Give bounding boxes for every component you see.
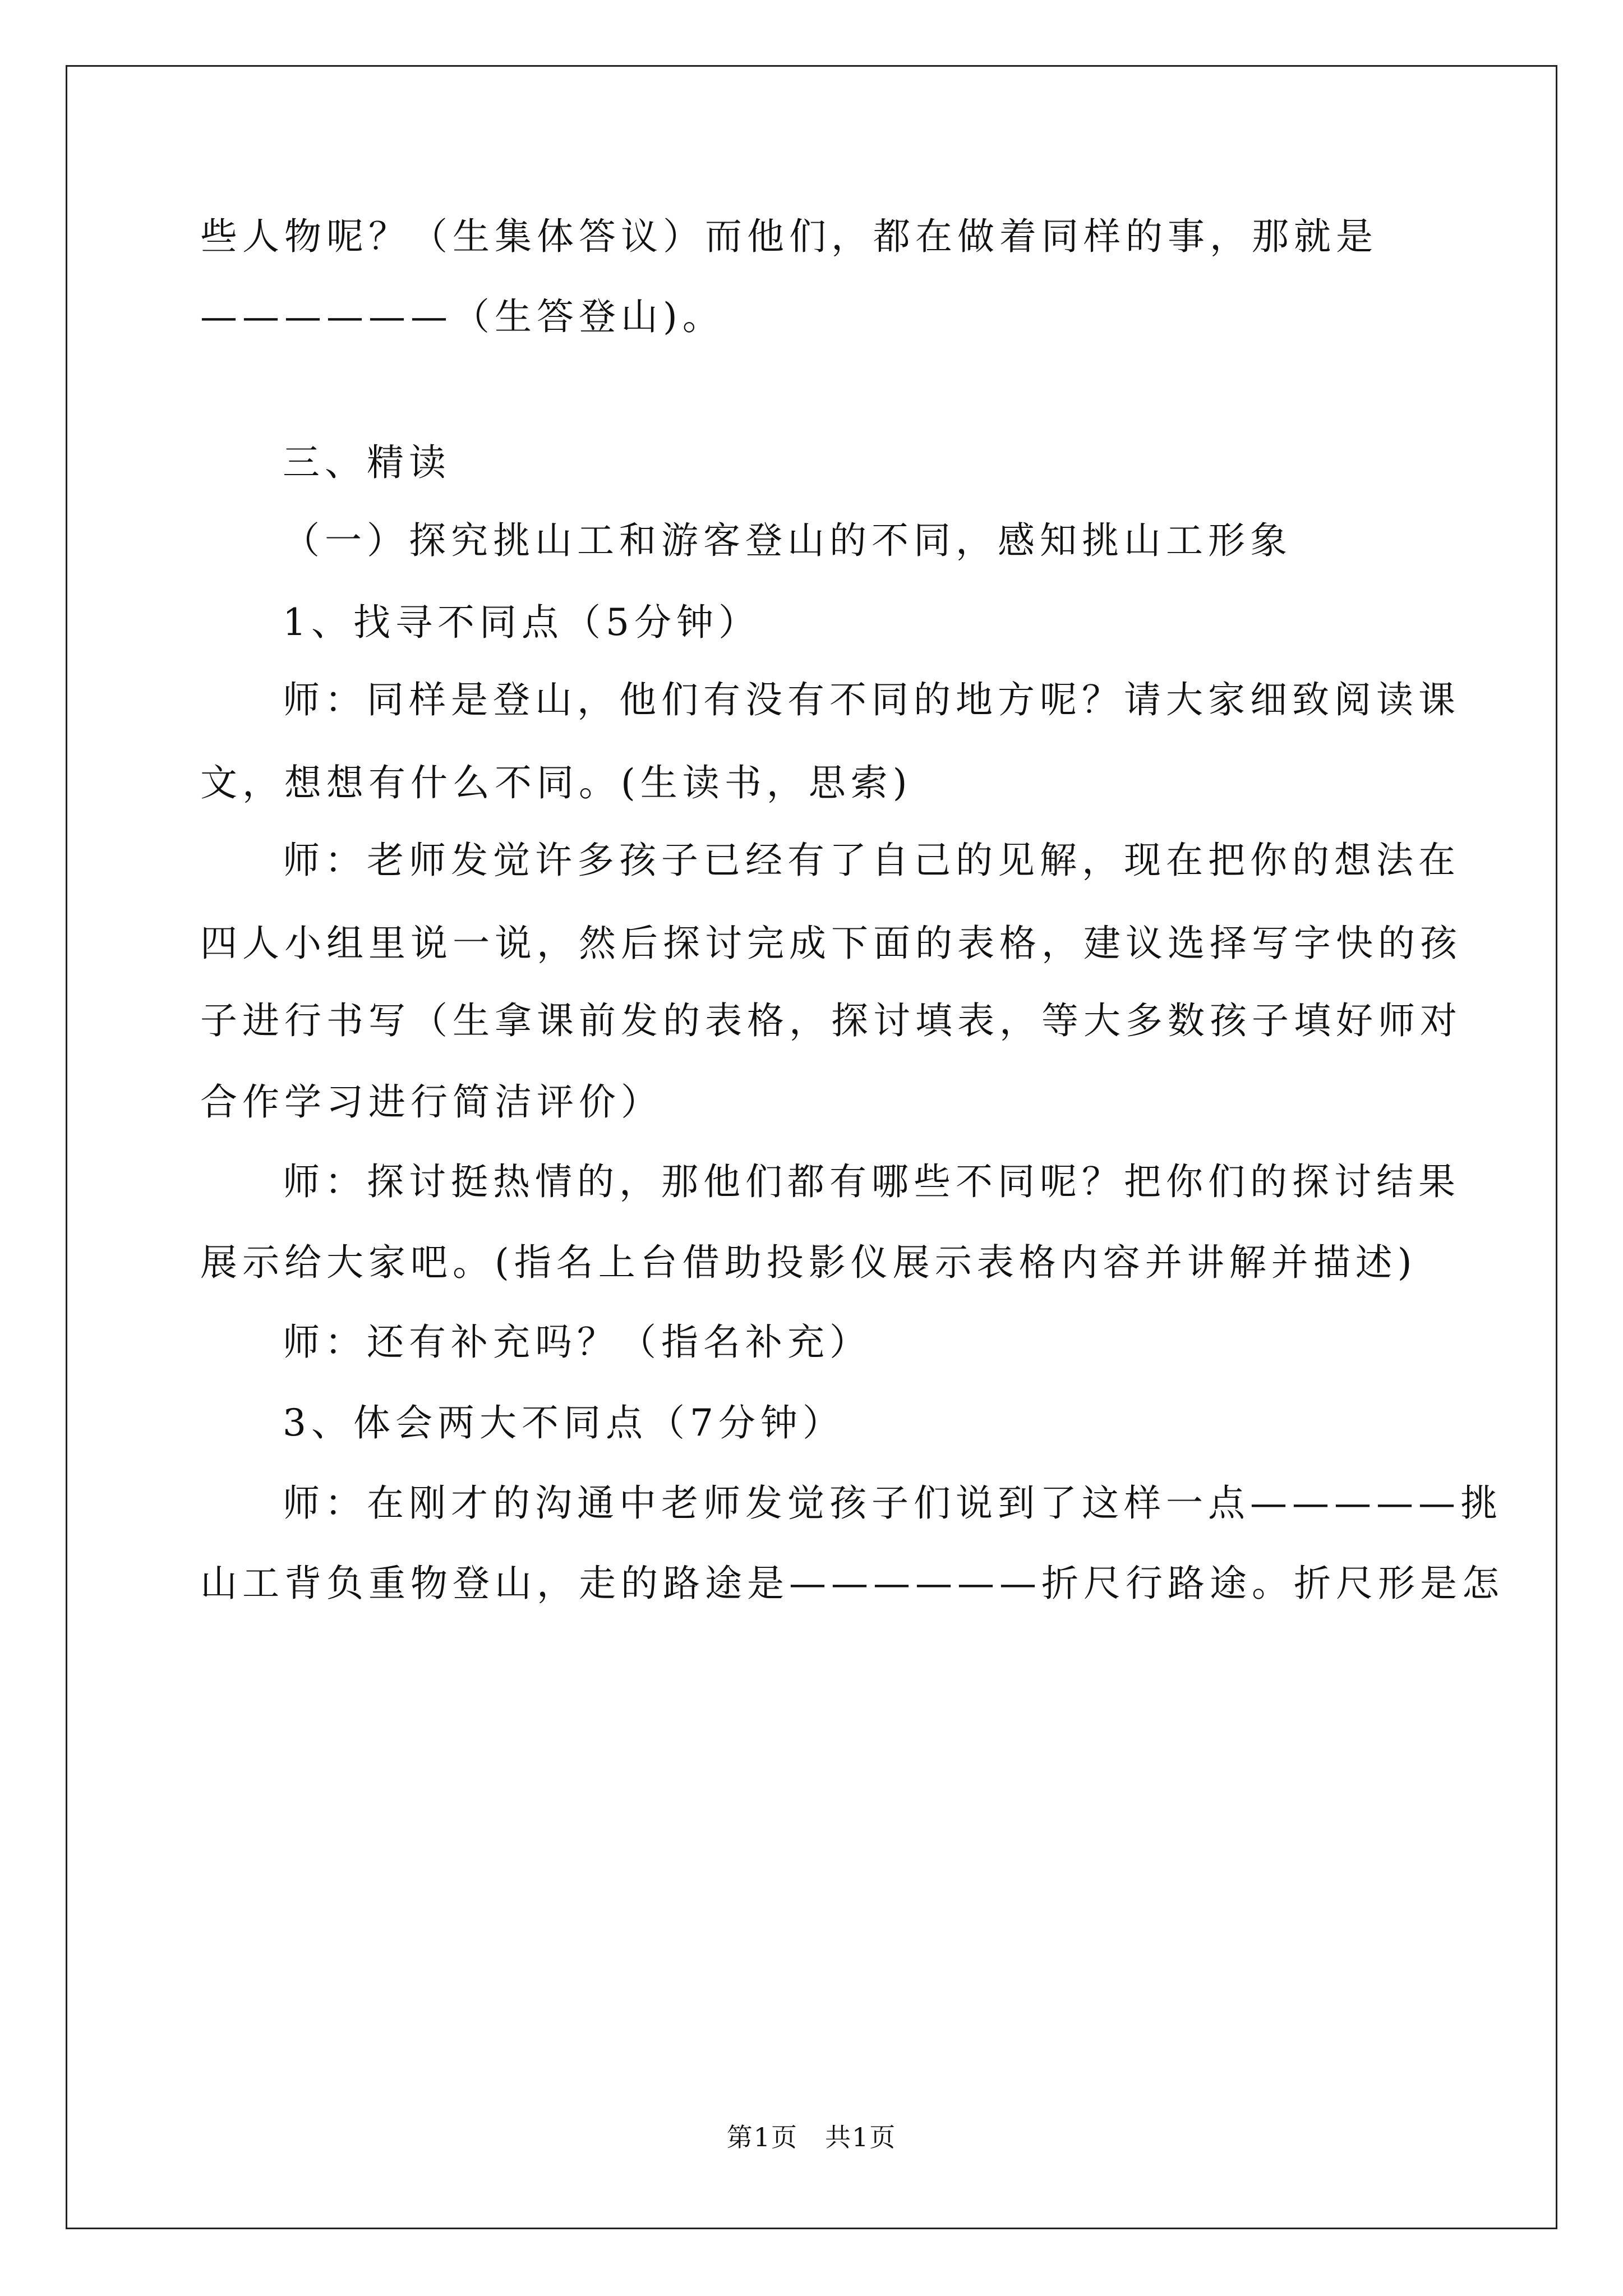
text-line: 师：老师发觉许多孩子已经有了自己的见解，现在把你的想法在 xyxy=(283,839,1460,882)
section-heading: 三、精读 xyxy=(283,441,451,484)
text-line: ——————（生答登山)。 xyxy=(200,295,725,338)
text-line: 师：探讨挺热情的，那他们都有哪些不同呢？把你们的探讨结果 xyxy=(283,1160,1460,1203)
step-heading: 1、找寻不同点（5分钟） xyxy=(283,601,760,644)
text-line: 文，想想有什么不同。(生读书，思索) xyxy=(200,761,912,804)
text-line: 四人小组里说一说，然后探讨完成下面的表格，建议选择写字快的孩 xyxy=(200,922,1462,965)
text-line: 展示给大家吧。(指名上台借助投影仪展示表格内容并讲解并描述) xyxy=(200,1241,1417,1284)
subsection-heading: （一）探究挑山工和游客登山的不同，感知挑山工形象 xyxy=(283,519,1292,562)
text-line: 些人物呢？（生集体答议）而他们，都在做着同样的事，那就是 xyxy=(200,215,1378,258)
page-border xyxy=(66,65,1557,2229)
page-number-footer: 第1页 共1页 xyxy=(726,2122,897,2152)
text-line: 合作学习进行简洁评价） xyxy=(200,1080,663,1124)
text-line: 子进行书写（生拿课前发的表格，探讨填表，等大多数孩子填好师对 xyxy=(200,999,1462,1042)
text-line: 师：还有补充吗？（指名补充） xyxy=(283,1320,872,1364)
text-line: 师：同样是登山，他们有没有不同的地方呢？请大家细致阅读课 xyxy=(283,678,1460,721)
text-line: 山工背负重物登山，走的路途是——————折尺行路途。折尺形是怎 xyxy=(200,1562,1504,1605)
step-heading: 3、体会两大不同点（7分钟） xyxy=(283,1401,845,1444)
text-line: 师：在刚才的沟通中老师发觉孩子们说到了这样一点—————挑 xyxy=(283,1481,1502,1525)
